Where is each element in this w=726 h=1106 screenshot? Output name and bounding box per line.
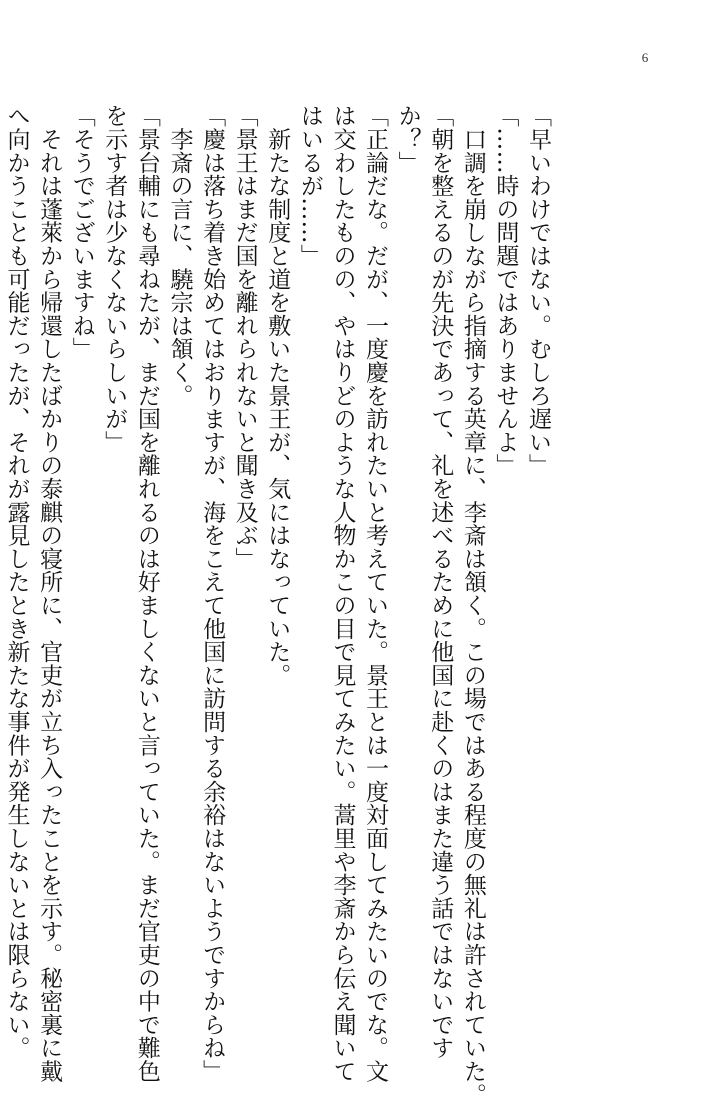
text-line: 「そうでございますね」: [68, 104, 95, 361]
text-line: へ向かうことも可能だったが、それが露見したとき新たな事件が発生しないとは限らない。: [3, 104, 30, 1060]
text-line: 李斎の言に、驍宗は頷く。: [166, 104, 193, 407]
text-line: それは蓬萊から帰還したばかりの泰麒の寝所に、官吏が立ち入ったことを示す。秘密裏に戴: [36, 104, 63, 1083]
text-line: 「早いわけではない。むしろ遅い」: [525, 104, 551, 477]
text-line: 「……時の問題ではありませんよ」: [492, 104, 519, 477]
text-line: 「朝を整えるのが先決であって、礼を述べるために他国に赴くのはまた違う話ではないです: [427, 104, 454, 1060]
vertical-text-body: [3, 104, 554, 1106]
text-line: は交わしたものの、やはりどのような人物かこの目で見てみたい。蒿里や李斎から伝え聞いて: [329, 104, 356, 1083]
text-line: 「景台輔にも尋ねたが、まだ国を離れるのは好ましくないと言っていた。まだ官吏の中で難色: [133, 104, 160, 1083]
text-line: 新たな制度と道を敷いた景王が、気にはなっていた。: [264, 104, 291, 687]
text-line: を示す者は少なくないらしいが」: [101, 104, 128, 454]
text-line: はいるが……」: [296, 104, 323, 268]
text-line: 「正論だな。だが、一度慶を訪れたいと考えていた。景王とは一度対面してみたいのでな。文: [362, 104, 389, 1083]
page-number: 6: [641, 50, 649, 65]
text-line: 「慶は落ち着き始めてはおりますが、海をこえて他国に訪問する余裕はないようですからね」: [199, 104, 226, 1083]
text-line: 「景王はまだ国を離れられないと聞き及ぶ」: [231, 104, 258, 570]
text-line: か？」: [394, 104, 421, 174]
text-line: 口調を崩しながら指摘する英章に、李斎は頷く。この場ではある程度の無礼は許されていた。: [459, 104, 486, 1106]
